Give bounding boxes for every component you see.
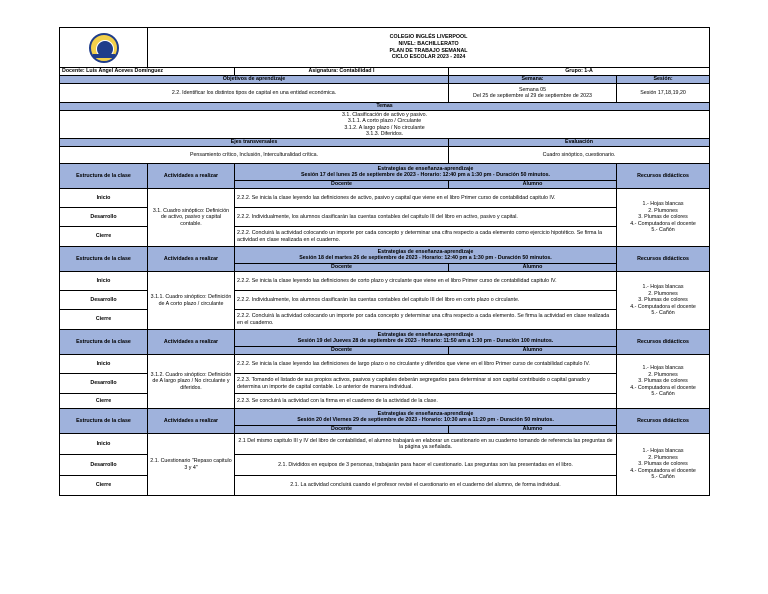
week-range: Del 25 de septiembre al 29 de septiembre de 2023: [473, 93, 592, 99]
weekly-plan-document: [59, 27, 709, 496]
resource-item: 2. Plumones: [648, 290, 678, 297]
resource-item: 3. Plumas de colores: [638, 378, 688, 385]
development-text: 2.2.3. Tomando el listado de sus propios activos, pasivos y capitales deberán segregarlos para determinar si son capital contribuido o capital ganado y determina un importe de capital contable. Lo anterior de manera individual.: [235, 374, 617, 394]
development-text: 2.1. Divididos en equipos de 3 personas, trabajarán para hacer el cuestionario. Las preguntas son las presentadas en el libro.: [235, 455, 617, 476]
activity-cell: 3.1.2. Cuadro sinóptico: Definición de A largo plazo / No circulante y diferidos.: [148, 355, 235, 409]
phase-closing: Cierre: [60, 394, 148, 409]
phase-development: Desarrollo: [60, 291, 148, 310]
school-logo-icon: [89, 33, 119, 63]
phase-development: Desarrollo: [60, 455, 148, 476]
resource-item: 1.- Hojas blancas: [642, 201, 684, 208]
topic-item: 3.1.1. A corto plazo / Circulante: [347, 118, 422, 125]
evaluation-header: Evaluación: [449, 139, 710, 147]
student-column-header: Alumno: [449, 347, 617, 355]
group: Grupo: 1-A: [449, 68, 710, 76]
phase-development: Desarrollo: [60, 208, 148, 227]
resource-item: 5.- Cañón: [651, 227, 675, 234]
resource-item: 5.- Cañón: [651, 474, 675, 481]
phase-start: Inicio: [60, 272, 148, 291]
start-text: 2.2.2. Se inicia la clase leyendo las definiciones de largo plazo o no circulante y diferidos que viene en el libro Primer curso de contabilidad capitulo IV.: [235, 355, 617, 374]
start-text: 2.2.2. Se inicia la clase leyendo las definiciones de activo, pasivo y capital que viene en el libro Primer curso de contabilidad capitulo IV.: [235, 189, 617, 208]
activities-header: Actividades a realizar: [148, 330, 235, 355]
activity-cell: 3.1. Cuadro sinóptico: Definición de activo, pasivo y capital contable.: [148, 189, 235, 247]
strategies-label: Estrategias de enseñanza-aprendizaje: [377, 410, 474, 417]
resource-item: 3. Plumas de colores: [638, 297, 688, 304]
plan-table: [59, 27, 710, 496]
resource-item: 4.- Computadora el docente: [630, 220, 696, 227]
school-cycle: CICLO ESCOLAR 2023 - 2024: [391, 54, 466, 61]
resources-list: [617, 434, 710, 496]
session-value: Sesión 17,18,19,20: [617, 84, 710, 103]
closing-text: 2.2.2. Concluirá la actividad colocando un importe por cada concepto y determinar una cifra respecto a cada elemento como ejercicio hipotético. Se firma la actividad en clase realizada en el cuaderno.: [235, 227, 617, 247]
session-heading: Sesión 20 del Viernes 29 de septiembre de 2023 - Horario: 10:30 am a 11:20 pm - Duración 50 minutos.: [297, 417, 554, 423]
structure-header: Estructura de la clase: [60, 330, 148, 355]
resources-header: Recursos didácticos: [617, 330, 710, 355]
development-text: 2.2.2. Individualmente, los alumnos clasificarán las cuentas contables del capitulo III del libro en corto plazo o circulante.: [235, 291, 617, 310]
resource-item: 1.- Hojas blancas: [642, 448, 684, 455]
teacher-column-header: Docente: [235, 426, 449, 434]
closing-text: 2.1. La actividad concluirá cuando el profesor revisé el cuestionario en el cuaderno del alumno, de forma individual.: [235, 476, 617, 496]
start-text: 2.1 Del mismo capitulo III y IV del libro de contabilidad, el alumno trabajará en elaborar un cuestionario en su cuaderno tomando de referencia las preguntas de la página ya señalada.: [235, 434, 617, 455]
school-logo-cell: [60, 28, 148, 68]
strategies-label: Estrategias de enseñanza-aprendizaje: [377, 248, 474, 255]
teacher-column-header: Docente: [235, 347, 449, 355]
session-heading: Sesión 19 del Jueves 28 de septiembre de 2023 - Horario: 11:50 am a 1:30 pm - Duración 100 minutos.: [297, 338, 554, 344]
activities-header: Actividades a realizar: [148, 247, 235, 272]
resource-item: 3. Plumas de colores: [638, 214, 688, 221]
teacher-column-header: Docente: [235, 264, 449, 272]
resources-header: Recursos didácticos: [617, 409, 710, 434]
phase-start: Inicio: [60, 434, 148, 455]
closing-text: 2.2.2. Concluirá la actividad colocando un importe por cada concepto y determinar una cifra respecto a cada elemento. Se firma la actividad en clase realizada en el cuaderno.: [235, 310, 617, 330]
session-title: [235, 409, 617, 426]
topic-item: 3.1.3. Diferidos.: [365, 130, 404, 137]
phase-closing: Cierre: [60, 227, 148, 247]
plan-title: PLAN DE TRABAJO SEMANAL: [389, 47, 468, 54]
closing-text: 2.2.3. Se concluirá la actividad con la firma en el cuaderno de la actividad de la clase.: [235, 394, 617, 409]
transversal-text: Pensamiento crítico, Inclusión, Interculturalidad crítica.: [60, 147, 449, 164]
topic-item: 3.1. Clasificación de activo y pasivo.: [341, 112, 428, 119]
resource-item: 3. Plumas de colores: [638, 461, 688, 468]
structure-header: Estructura de la clase: [60, 164, 148, 189]
resource-item: 4.- Computadora el docente: [630, 384, 696, 391]
strategies-label: Estrategias de enseñanza-aprendizaje: [377, 331, 474, 338]
resource-item: 5.- Cañón: [651, 310, 675, 317]
topics-header: Temas: [60, 103, 710, 111]
resources-list: [617, 355, 710, 409]
resource-item: 1.- Hojas blancas: [642, 284, 684, 291]
activities-header: Actividades a realizar: [148, 409, 235, 434]
document-title: [148, 28, 710, 68]
structure-header: Estructura de la clase: [60, 247, 148, 272]
session-heading: Sesión 18 del martes 26 de septiembre de 2023 - Horario: 12:40 pm a 1:30 pm - Duración 50 minutos.: [299, 255, 552, 261]
session-header: Sesión:: [617, 76, 710, 84]
activities-header: Actividades a realizar: [148, 164, 235, 189]
resources-header: Recursos didácticos: [617, 247, 710, 272]
student-column-header: Alumno: [449, 426, 617, 434]
start-text: 2.2.2. Se inicia la clase leyendo las definiciones de corto plazo y circulante que viene en el libro Primer curso de contabilidad capitulo IV.: [235, 272, 617, 291]
objective-text: 2.2. Identificar los distintos tipos de capital en una entidad económica.: [60, 84, 449, 103]
student-column-header: Alumno: [449, 181, 617, 189]
phase-start: Inicio: [60, 189, 148, 208]
phase-closing: Cierre: [60, 310, 148, 330]
resource-item: 5.- Cañón: [651, 391, 675, 398]
teacher-column-header: Docente: [235, 181, 449, 189]
resources-list: [617, 272, 710, 330]
week-header: Semana:: [449, 76, 617, 84]
resources-header: Recursos didácticos: [617, 164, 710, 189]
week-value: Semana 05: [518, 86, 547, 93]
week-cell: [449, 84, 617, 103]
resource-item: 4.- Computadora el docente: [630, 303, 696, 310]
development-text: 2.2.2. Individualmente, los alumnos clasificarán las cuentas contables del capitulo III del libro en activo, pasivo y capital.: [235, 208, 617, 227]
subject: Asignatura: Contabilidad I: [235, 68, 449, 76]
resource-item: 2. Plumones: [648, 371, 678, 378]
teacher-name: Docente: Luis Ángel Aceves Domínguez: [60, 68, 235, 76]
phase-development: Desarrollo: [60, 374, 148, 394]
activity-cell: 2.1. Cuestionario "Repaso capitulo 3 y 4": [148, 434, 235, 496]
resource-item: 2. Plumones: [648, 454, 678, 461]
resource-item: 4.- Computadora el docente: [630, 467, 696, 474]
evaluation-text: Cuadro sinóptico, cuestionario.: [449, 147, 710, 164]
activity-cell: 3.1.1. Cuadro sinóptico: Definición de A corto plazo / circulante: [148, 272, 235, 330]
resource-item: 1.- Hojas blancas: [642, 365, 684, 372]
level: NIVEL: BACHILLERATO: [398, 40, 459, 47]
session-title: [235, 164, 617, 181]
resources-list: [617, 189, 710, 247]
phase-start: Inicio: [60, 355, 148, 374]
transversal-header: Ejes transversales: [60, 139, 449, 147]
resource-item: 2. Plumones: [648, 207, 678, 214]
session-heading: Sesión 17 del lunes 25 de septiembre de 2023 - Horario: 12:40 pm a 1:30 pm - Duración 50 minutos.: [300, 172, 551, 178]
topics-list: [60, 111, 710, 139]
strategies-label: Estrategias de enseñanza-aprendizaje: [377, 165, 474, 172]
structure-header: Estructura de la clase: [60, 409, 148, 434]
student-column-header: Alumno: [449, 264, 617, 272]
objectives-header: Objetivos de aprendizaje: [60, 76, 449, 84]
session-title: [235, 330, 617, 347]
phase-closing: Cierre: [60, 476, 148, 496]
school-name: COLEGIO INGLÉS LIVERPOOL: [389, 34, 468, 41]
session-title: [235, 247, 617, 264]
topic-item: 3.1.2. A largo plazo / No circulante: [344, 124, 425, 131]
